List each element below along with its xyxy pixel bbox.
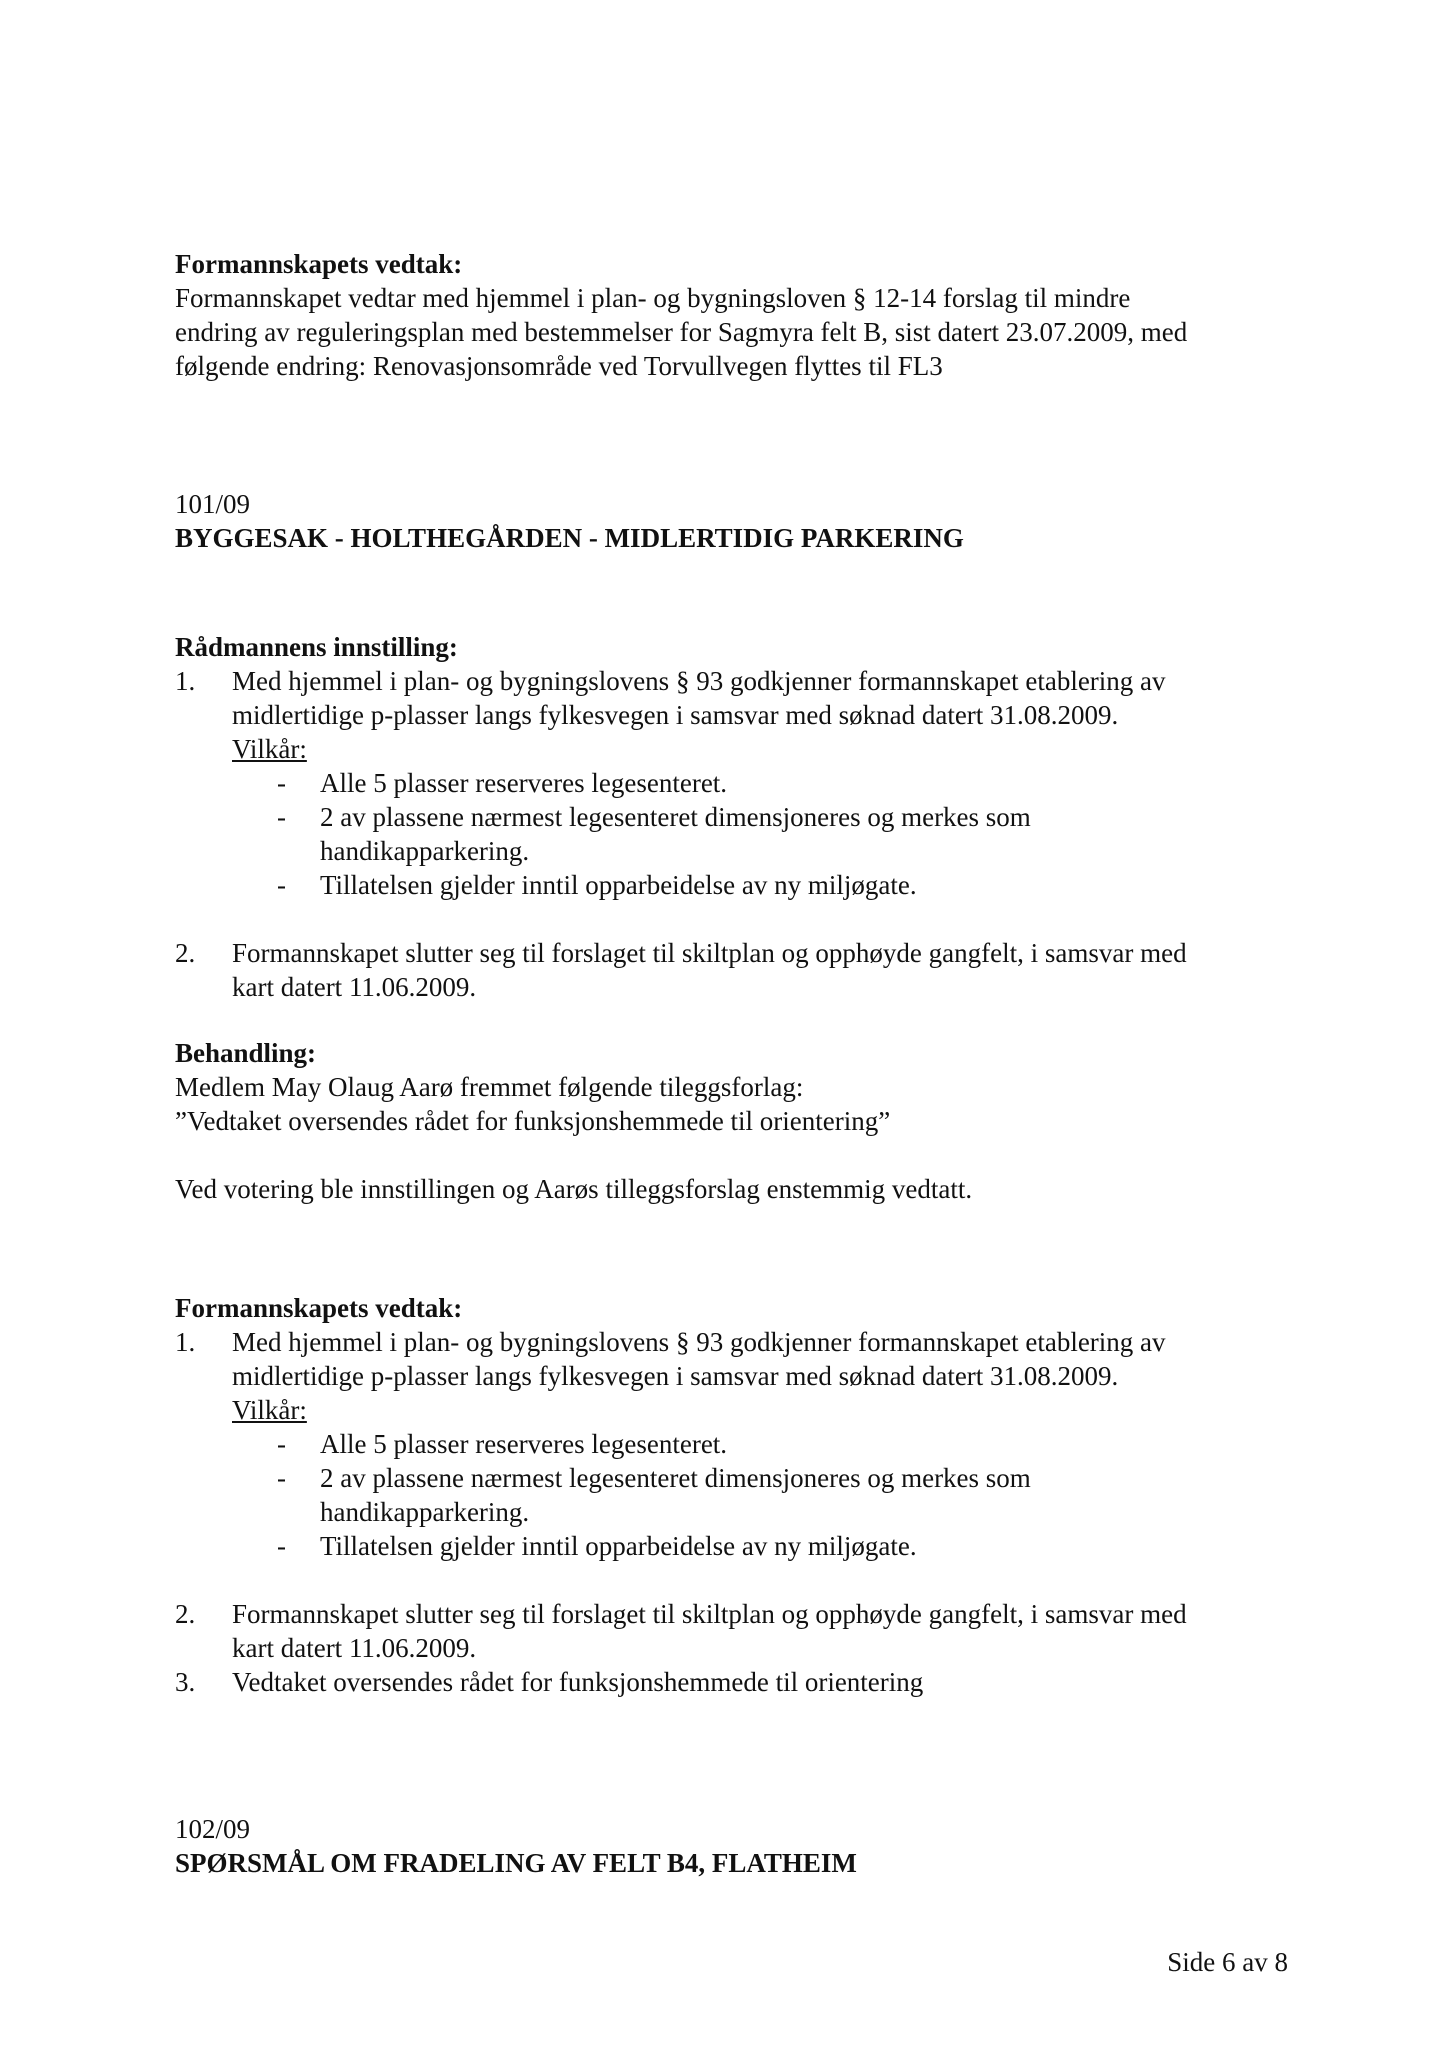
- item-number: 3.: [175, 1667, 196, 1697]
- sub-item-text: 2 av plassene nærmest legesenteret dimensjoneres og merkes som: [320, 802, 1031, 832]
- item-number: 2.: [175, 938, 196, 968]
- sub-list-item: [175, 1529, 1315, 1563]
- vedtak-heading: Formannskapets vedtak:: [175, 249, 463, 279]
- list-item: [175, 664, 1315, 766]
- case-102-header: [175, 1812, 1315, 1880]
- behandling-text: Medlem May Olaug Aarø fremmet følgende tileggsforlag:: [175, 1072, 804, 1102]
- item-text: Vedtaket oversendes rådet for funksjonshemmede til orientering: [232, 1667, 924, 1697]
- dash-bullet: -: [277, 1463, 286, 1493]
- vilkar-label: Vilkår:: [232, 1395, 307, 1425]
- item-text: midlertidige p-plasser langs fylkesvegen i samsvar med søknad datert 31.08.2009.: [232, 1361, 1119, 1391]
- item-text: kart datert 11.06.2009.: [232, 1633, 477, 1663]
- case-number: 102/09: [175, 1814, 251, 1844]
- votering-text: Ved votering ble innstillingen og Aarøs tilleggsforslag enstemmig vedtatt.: [175, 1174, 973, 1204]
- vilkar-label: Vilkår:: [232, 734, 307, 764]
- vedtak-section-2: [175, 1291, 1315, 1699]
- vedtak-line: endring av reguleringsplan med bestemmelser for Sagmyra felt B, sist datert 23.07.2009, med: [175, 317, 1188, 347]
- item-text: Med hjemmel i plan- og bygningslovens § 93 godkjenner formannskapet etablering av: [232, 666, 1166, 696]
- sub-item-text: 2 av plassene nærmest legesenteret dimensjoneres og merkes som: [320, 1463, 1031, 1493]
- behandling-heading: Behandling:: [175, 1038, 317, 1068]
- sub-item-text: handikapparkering.: [320, 1497, 530, 1527]
- case-101-header: [175, 487, 1315, 555]
- item-text: kart datert 11.06.2009.: [232, 972, 477, 1002]
- dash-bullet: -: [277, 802, 286, 832]
- innstilling-heading: Rådmannens innstilling:: [175, 632, 458, 662]
- vedtak-section-1: [175, 247, 1315, 383]
- sub-list-item: [175, 1427, 1315, 1461]
- item-text: midlertidige p-plasser langs fylkesvegen i samsvar med søknad datert 31.08.2009.: [232, 700, 1119, 730]
- item-number: 1.: [175, 1327, 196, 1357]
- item-text: Med hjemmel i plan- og bygningslovens § 93 godkjenner formannskapet etablering av: [232, 1327, 1166, 1357]
- case-title: BYGGESAK - HOLTHEGÅRDEN - MIDLERTIDIG PARKERING: [175, 523, 964, 553]
- list-item: [175, 1597, 1315, 1665]
- sub-item-text: Tillatelsen gjelder inntil opparbeidelse av ny miljøgate.: [320, 870, 917, 900]
- item-number: 1.: [175, 666, 196, 696]
- innstilling-section: [175, 630, 1315, 1004]
- sub-list-item: [175, 1461, 1315, 1529]
- dash-bullet: -: [277, 768, 286, 798]
- item-text: Formannskapet slutter seg til forslaget til skiltplan og opphøyde gangfelt, i samsvar med: [232, 938, 1187, 968]
- behandling-text: ”Vedtaket oversendes rådet for funksjonshemmede til orientering”: [175, 1106, 891, 1136]
- sub-item-text: handikapparkering.: [320, 836, 530, 866]
- vedtak-line: Formannskapet vedtar med hjemmel i plan- og bygningsloven § 12-14 forslag til mindre: [175, 283, 1131, 313]
- sub-item-text: Alle 5 plasser reserveres legesenteret.: [320, 768, 728, 798]
- sub-item-text: Alle 5 plasser reserveres legesenteret.: [320, 1429, 728, 1459]
- list-item: [175, 1665, 1315, 1699]
- behandling-section: [175, 1036, 1315, 1206]
- sub-list-item: [175, 868, 1315, 902]
- item-text: Formannskapet slutter seg til forslaget til skiltplan og opphøyde gangfelt, i samsvar med: [232, 1599, 1187, 1629]
- item-number: 2.: [175, 1599, 196, 1629]
- vedtak-heading: Formannskapets vedtak:: [175, 1293, 463, 1323]
- sub-list-item: [175, 766, 1315, 800]
- case-number: 101/09: [175, 489, 251, 519]
- sub-list-item: [175, 800, 1315, 868]
- dash-bullet: -: [277, 1531, 286, 1561]
- case-title: SPØRSMÅL OM FRADELING AV FELT B4, FLATHEIM: [175, 1848, 857, 1878]
- sub-item-text: Tillatelsen gjelder inntil opparbeidelse av ny miljøgate.: [320, 1531, 917, 1561]
- list-item: [175, 936, 1315, 1004]
- list-item: [175, 1325, 1315, 1427]
- dash-bullet: -: [277, 1429, 286, 1459]
- vedtak-line: følgende endring: Renovasjonsområde ved Torvullvegen flyttes til FL3: [175, 351, 943, 381]
- dash-bullet: -: [277, 870, 286, 900]
- page-number: Side 6 av 8: [1167, 1947, 1288, 1977]
